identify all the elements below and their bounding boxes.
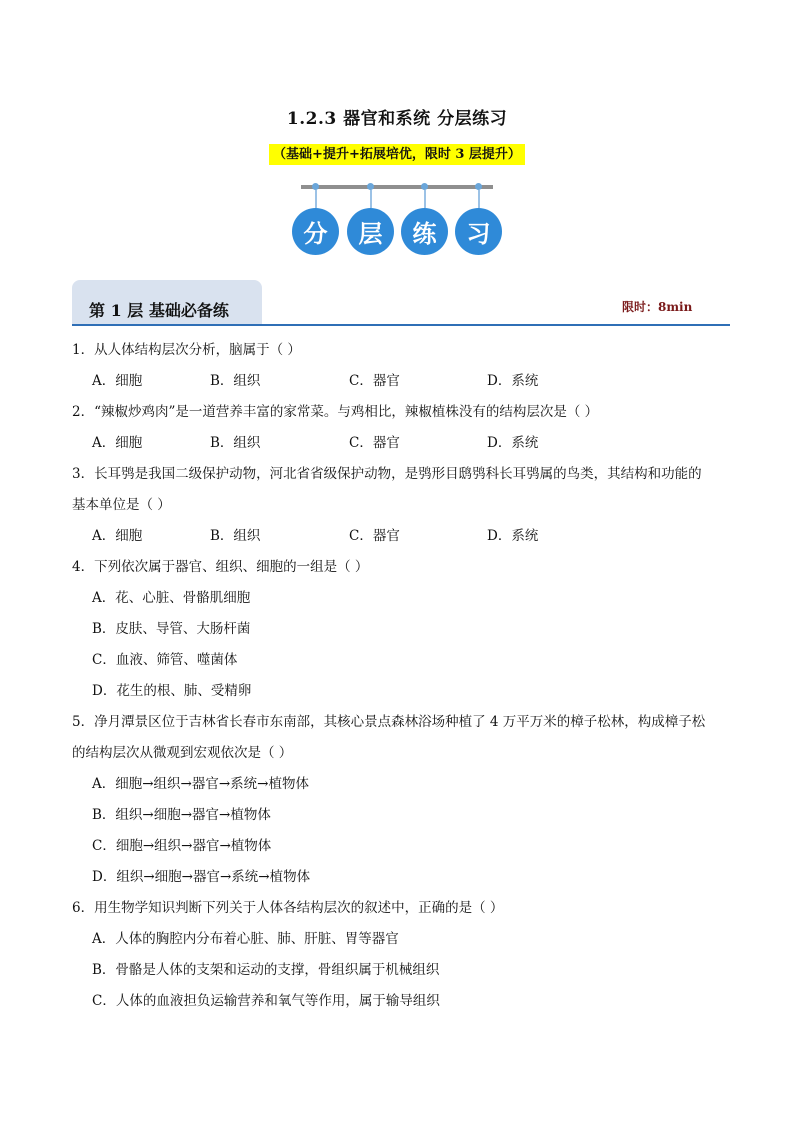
option-c: C．人体的血液担负运输营养和氧气等作用，属于输导组织 [92,993,440,1009]
option-c: C．血液、筛管、噬菌体 [92,652,238,668]
page-subtitle: （基础+提升+拓展培优，限时 3 层提升） [269,144,525,165]
badge-pin-icon [421,183,428,190]
question-stem: 5．净月潭景区位于吉林省长春市东南部，其核心景点森林浴场种植了 4 万平万米的樟子松林，构成樟子松 [72,714,706,730]
option-c: C．细胞→组织→器官→植物体 [92,838,272,854]
badge-circle-1: 分 [292,208,339,255]
option-a: A．细胞 [92,435,143,451]
option-b: B．组织→细胞→器官→植物体 [92,807,271,823]
time-limit: 限时：8min [622,300,693,314]
option-b: B．组织 [210,435,261,451]
option-d: D．组织→细胞→器官→系统→植物体 [92,869,311,885]
option-c: C．器官 [349,373,400,389]
option-b: B．骨骼是人体的支架和运动的支撑，骨组织属于机械组织 [92,962,440,978]
option-a: A．细胞→组织→器官→系统→植物体 [92,776,309,792]
question-options [72,428,732,459]
section-divider [72,324,730,326]
option-b: B．组织 [210,373,261,389]
subtitle-wrap [0,143,794,165]
badge-stem [478,190,480,208]
question-stem: 3．长耳鸮是我国二级保护动物，河北省省级保护动物，是鸮形目鸱鸮科长耳鸮属的鸟类，其结构和功能的 [72,466,702,482]
option-a: A．细胞 [92,528,143,544]
question-list [72,335,732,1017]
option-d: D．花生的根、肺、受精卵 [92,683,252,699]
question-stem: 2．“辣椒炒鸡肉”是一道营养丰富的家常菜。与鸡相比，辣椒植株没有的结构层次是（ ） [72,404,599,420]
question-stem: 1．从人体结构层次分析，脑属于（ ） [72,342,301,358]
badge-pin-icon [367,183,374,190]
question-options [72,366,732,397]
section-title: 第 1 层 基础必备练 [89,301,229,320]
question-stem: 6．用生物学知识判断下列关于人体各结构层次的叙述中，正确的是（ ） [72,900,504,916]
option-c: C．器官 [349,528,400,544]
option-a: A．人体的胸腔内分布着心脏、肺、肝脏、胃等器官 [92,931,399,947]
badge-stem [315,190,317,208]
badge-stem [370,190,372,208]
option-d: D．系统 [487,528,539,544]
badge-circle-3: 练 [401,208,448,255]
option-b: B．皮肤、导管、大肠杆菌 [92,621,251,637]
badge-pin-icon [312,183,319,190]
question-options [72,521,732,552]
option-d: D．系统 [487,435,539,451]
badge-hanger-bar [301,185,493,189]
option-a: A．花、心脏、骨骼肌细胞 [92,590,251,606]
option-c: C．器官 [349,435,400,451]
badge-circle-2: 层 [347,208,394,255]
badge-pin-icon [475,183,482,190]
question-stem-continued: 基本单位是（ ） [72,497,171,513]
badge-circle-4: 习 [455,208,502,255]
option-a: A．细胞 [92,373,143,389]
question-stem: 4．下列依次属于器官、组织、细胞的一组是（ ） [72,559,369,575]
option-b: B．组织 [210,528,261,544]
question-stem-continued: 的结构层次从微观到宏观依次是（ ） [72,745,293,761]
badge-stem [424,190,426,208]
option-d: D．系统 [487,373,539,389]
page-title: 1.2.3 器官和系统 分层练习 [286,109,508,129]
